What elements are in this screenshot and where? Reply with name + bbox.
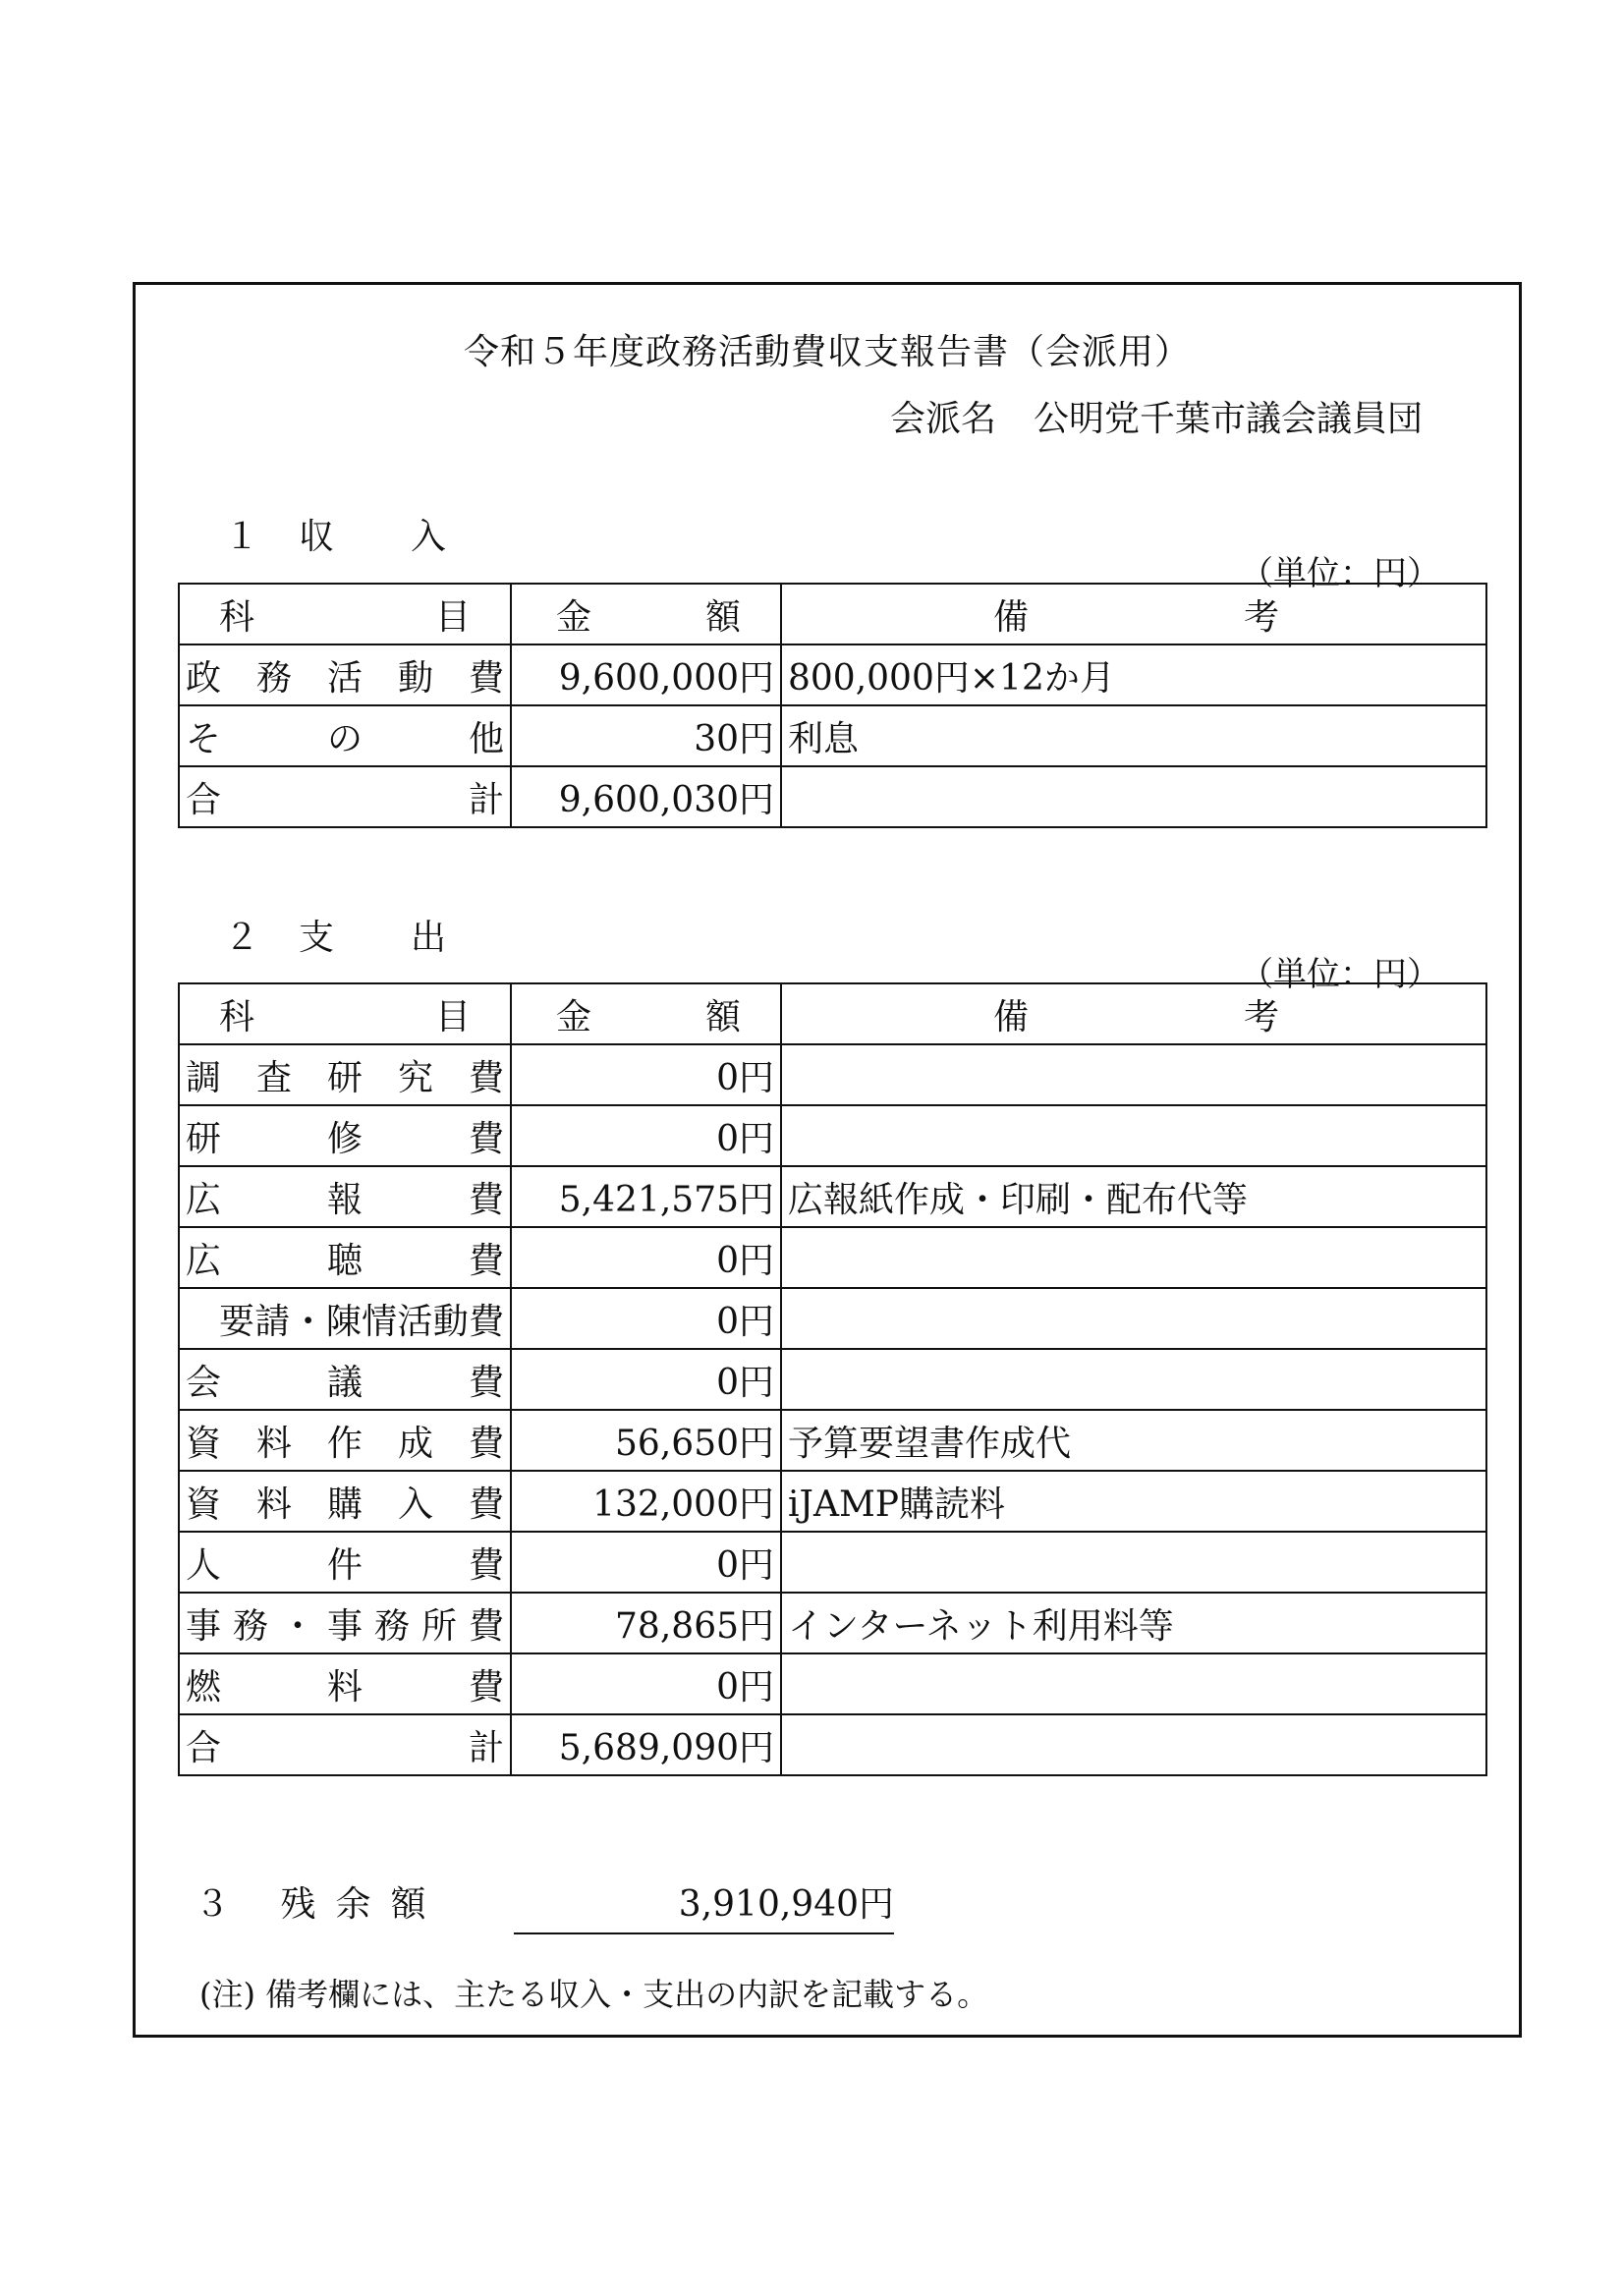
income-amount: 9,600,000円: [511, 644, 781, 705]
table-row: [179, 1532, 1486, 1593]
expense-item: 広聴費: [179, 1227, 511, 1288]
expense-note: 広報紙作成・印刷・配布代等: [781, 1166, 1486, 1227]
income-note: 利息: [781, 705, 1486, 766]
table-row: [179, 1653, 1486, 1714]
table-row: [179, 1714, 1486, 1775]
table-row: [179, 705, 1486, 766]
expense-item: 事務・事務所費: [179, 1593, 511, 1653]
table-row: [179, 644, 1486, 705]
income-unit: （単位：円）: [1240, 554, 1440, 593]
income-total-label: 合計: [179, 766, 511, 827]
expense-item: 燃料費: [179, 1653, 511, 1714]
expense-item: 調査研究費: [179, 1044, 511, 1105]
table-row: [179, 1044, 1486, 1105]
table-row: [179, 1288, 1486, 1349]
expense-note: インターネット利用料等: [781, 1593, 1486, 1653]
expense-note: [781, 1653, 1486, 1714]
expense-item: 要請・陳情活動費: [179, 1288, 511, 1349]
balance-label: ３ 残余額: [195, 1884, 446, 1925]
expense-note: [781, 1044, 1486, 1105]
report-frame: [133, 282, 1522, 2038]
income-amount: 30円: [511, 705, 781, 766]
expense-note: [781, 1288, 1486, 1349]
income-table: [178, 583, 1487, 828]
expense-col-note: 備考: [781, 983, 1486, 1044]
expense-amount: 0円: [511, 1288, 781, 1349]
table-row: [179, 1349, 1486, 1410]
expense-amount: 132,000円: [511, 1471, 781, 1532]
expense-item: 会議費: [179, 1349, 511, 1410]
expense-col-amount: 金額: [511, 983, 781, 1044]
expense-note: 予算要望書作成代: [781, 1410, 1486, 1471]
faction-label: 会派名: [889, 399, 996, 439]
balance-amount: 3,910,940円: [514, 1876, 894, 1934]
expense-amount: 5,421,575円: [511, 1166, 781, 1227]
income-header-row: [179, 584, 1486, 644]
income-total-amount: 9,600,030円: [511, 766, 781, 827]
table-row: [179, 766, 1486, 827]
expense-col-item: 科目: [179, 983, 511, 1044]
faction-line: [890, 391, 1423, 441]
table-row: [179, 1105, 1486, 1166]
expense-amount: 0円: [511, 1653, 781, 1714]
table-row: [179, 1227, 1486, 1288]
expense-amount: 0円: [511, 1044, 781, 1105]
expense-note: [781, 1105, 1486, 1166]
expense-amount: 56,650円: [511, 1410, 781, 1471]
income-note: 800,000円×12か月: [781, 644, 1486, 705]
expense-item: 広報費: [179, 1166, 511, 1227]
expense-total-label: 合計: [179, 1714, 511, 1775]
expense-amount: 0円: [511, 1105, 781, 1166]
expense-amount: 0円: [511, 1532, 781, 1593]
expense-amount: 78,865円: [511, 1593, 781, 1653]
expense-note: [781, 1714, 1486, 1775]
faction-name: 公明党千葉市議会議員団: [1033, 399, 1423, 439]
report-title: 令和５年度政務活動費収支報告書（会派用）: [463, 332, 1191, 372]
expense-amount: 0円: [511, 1227, 781, 1288]
income-item: その他: [179, 705, 511, 766]
expense-note: [781, 1532, 1486, 1593]
footnote: (注) 備考欄には、主たる収入・支出の内訳を記載する。: [199, 1976, 989, 2013]
table-row: [179, 1410, 1486, 1471]
expense-amount: 0円: [511, 1349, 781, 1410]
expense-item: 資料購入費: [179, 1471, 511, 1532]
table-row: [179, 1471, 1486, 1532]
expense-item: 研修費: [179, 1105, 511, 1166]
expense-total-amount: 5,689,090円: [511, 1714, 781, 1775]
expense-item: 人件費: [179, 1532, 511, 1593]
income-item: 政務活動費: [179, 644, 511, 705]
income-note: [781, 766, 1486, 827]
income-col-note: 備考: [781, 584, 1486, 644]
expense-note: [781, 1227, 1486, 1288]
expense-item: 資料作成費: [179, 1410, 511, 1471]
income-col-item: 科目: [179, 584, 511, 644]
expense-header-row: [179, 983, 1486, 1044]
table-row: [179, 1593, 1486, 1653]
expense-note: iJAMP購読料: [781, 1471, 1486, 1532]
income-heading: １ 収 入: [224, 517, 449, 557]
expense-heading: ２ 支 出: [224, 918, 449, 958]
expense-unit: （単位：円）: [1240, 955, 1440, 994]
expense-note: [781, 1349, 1486, 1410]
table-row: [179, 1166, 1486, 1227]
income-col-amount: 金額: [511, 584, 781, 644]
expense-table: [178, 982, 1487, 1776]
